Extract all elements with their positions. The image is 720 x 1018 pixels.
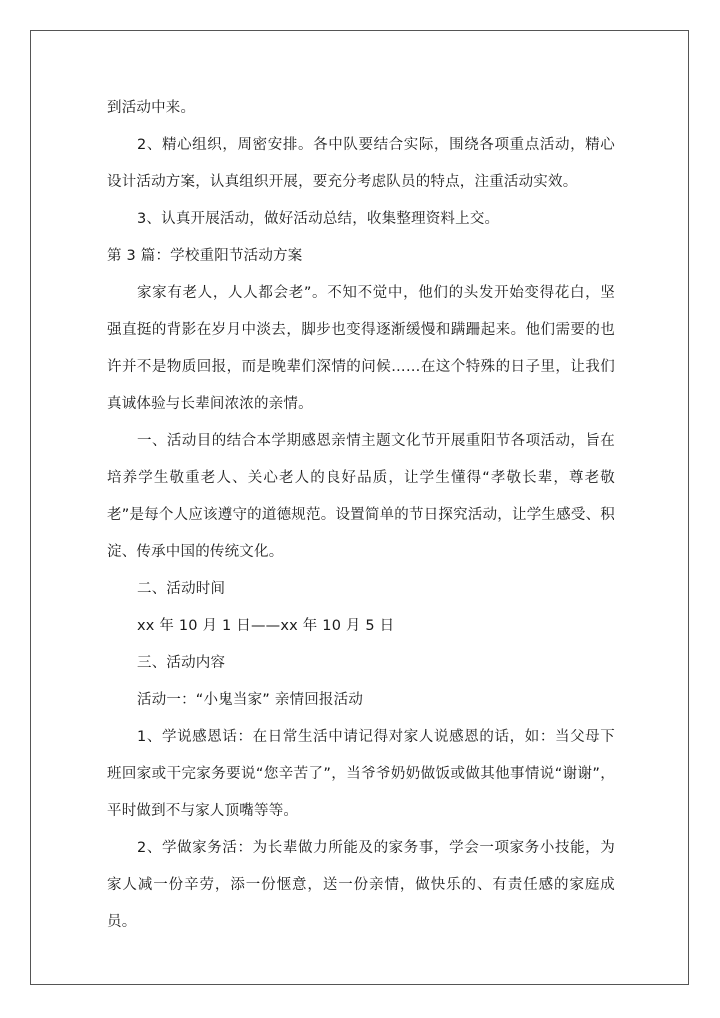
time-heading: 二、活动时间 [137,581,226,597]
time-range: xx 年 10 月 1 日——xx 年 10 月 5 日 [137,618,395,634]
activity-item-1: 1、学说感恩话：在日常生活中请记得对家人说感恩的话，如：当父母下班回家或干完家务要说“您辛苦了”，当爷爷奶奶做饭或做其他事情说“谢谢”，平时做到不与家人顶嘴等等。 [107,729,615,819]
section-title: 第 3 篇：学校重阳节活动方案 [107,248,303,264]
paragraph-item-3: 3、认真开展活动，做好活动总结，收集整理资料上交。 [137,211,500,227]
activity-item-2: 2、学做家务活：为长辈做力所能及的家务事，学会一项家务小技能，为家人减一份辛劳，添一份惬意，送一份亲情，做快乐的、有责任感的家庭成员。 [107,840,615,930]
paragraph-item-2: 2、精心组织，周密安排。各中队要结合实际，围绕各项重点活动，精心设计活动方案，认真组织开展，要充分考虑队员的特点，注重活动实效。 [107,137,615,190]
content-heading: 三、活动内容 [137,655,226,671]
activity-one-title: 活动一：“小鬼当家” 亲情回报活动 [137,692,364,708]
document-body [107,90,615,941]
intro-paragraph: 家家有老人，人人都会老”。不知不觉中，他们的头发开始变得花白，坚强直挺的背影在岁月中淡去，脚步也变得逐渐缓慢和蹒跚起来。他们需要的也许并不是物质回报，而是晚辈们深情的问候……在这个特殊的日子里，让我们真诚体验与长辈间浓浓的亲情。 [107,285,615,412]
paragraph-continuation: 到活动中来。 [107,100,196,116]
purpose-paragraph: 一、活动目的结合本学期感恩亲情主题文化节开展重阳节各项活动，旨在培养学生敬重老人、关心老人的良好品质，让学生懂得“孝敬长辈，尊老敬老”是每个人应该遵守的道德规范。设置简单的节日探究活动，让学生感受、积淀、传承中国的传统文化。 [107,433,615,560]
